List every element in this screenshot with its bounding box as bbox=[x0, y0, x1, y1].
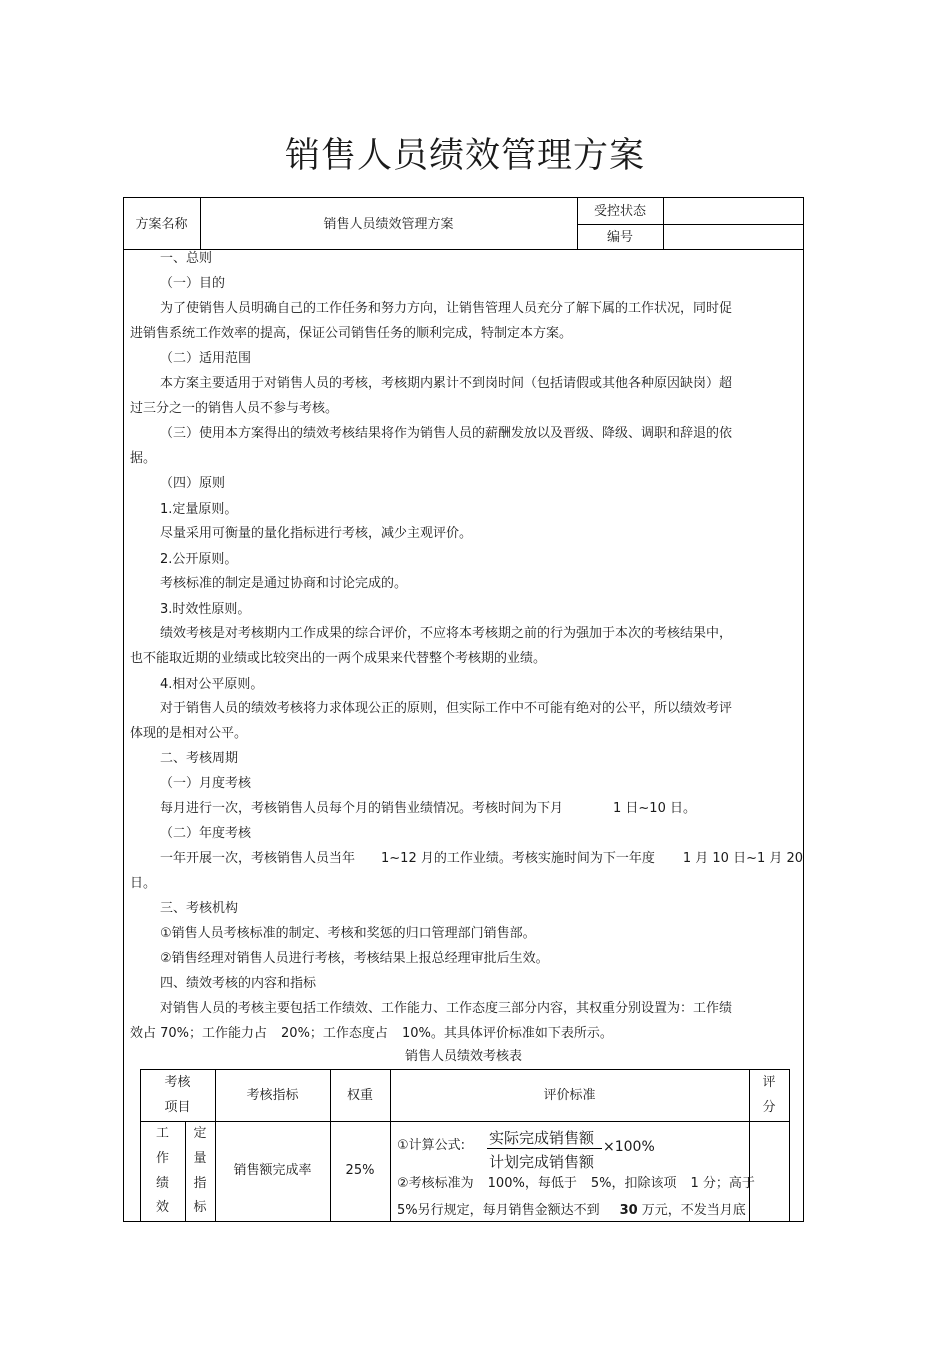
control-status-label: 受控状态 bbox=[593, 204, 646, 219]
principle-heading: 2.公开原则。 bbox=[160, 552, 238, 567]
fraction-bar bbox=[487, 1148, 602, 1149]
criteria-line: ②考核标准为 100%，每低于 5%，扣除该项 1 分；高于 bbox=[397, 1176, 755, 1191]
col-header-criteria: 评价标准 bbox=[543, 1088, 596, 1103]
paragraph-line: 每月进行一次，考核销售人员每个月的销售业绩情况。考核时间为下月 1 日~10 日。 bbox=[160, 801, 696, 816]
principle-heading: 4.相对公平原则。 bbox=[160, 677, 264, 692]
paragraph-line: 过三分之一的销售人员不参与考核。 bbox=[130, 401, 339, 416]
table-top-border bbox=[140, 1069, 789, 1070]
indicator-cell: 销售额完成率 bbox=[233, 1163, 312, 1178]
paragraph-line: 体现的是相对公平。 bbox=[130, 726, 248, 741]
principle-heading: 3.时效性原则。 bbox=[160, 602, 251, 617]
paragraph-line: 考核标准的制定是通过协商和讨论完成的。 bbox=[160, 576, 408, 591]
subcategory-char: 定 bbox=[193, 1126, 207, 1141]
subsection-scope: （二）适用范围 bbox=[160, 351, 252, 366]
formula-multiplier: ×100% bbox=[603, 1139, 655, 1155]
col-header-item: 项目 bbox=[164, 1100, 191, 1115]
table-col-divider bbox=[749, 1069, 750, 1222]
paragraph-line: 绩效考核是对考核期内工作成果的综合评价，不应将本考核期之前的行为强加于本次的考核结果中， bbox=[160, 626, 733, 641]
plan-name-value: 销售人员绩效管理方案 bbox=[323, 217, 454, 232]
subsection-purpose: （一）目的 bbox=[160, 276, 226, 291]
section-content: 四、绩效考核的内容和指标 bbox=[160, 976, 317, 991]
section-general: 一、总则 bbox=[160, 251, 213, 266]
col-header-score: 评 bbox=[762, 1075, 776, 1090]
table-right-border bbox=[789, 1069, 790, 1222]
paragraph-line: ②销售经理对销售人员进行考核，考核结果上报总经理审批后生效。 bbox=[160, 951, 549, 966]
col-header-item: 考核 bbox=[164, 1075, 191, 1090]
paragraph-line: 日。 bbox=[130, 876, 157, 891]
paragraph-line: 进销售系统工作效率的提高，保证公司销售任务的顺利完成，特制定本方案。 bbox=[130, 326, 573, 341]
header-row-divider bbox=[577, 224, 804, 225]
col-header-score: 分 bbox=[762, 1100, 776, 1115]
criteria-line: 5%另行规定，每月销售金额达不到 30 万元，不发当月底 bbox=[397, 1203, 746, 1218]
header-col-divider-3 bbox=[663, 197, 664, 249]
paragraph-line: 效占 70%；工作能力占 20%；工作态度占 10%。其具体评价标准如下表所示。 bbox=[130, 1026, 613, 1041]
page-title: 销售人员绩效管理方案 bbox=[284, 136, 645, 176]
weight-cell: 25% bbox=[345, 1163, 375, 1178]
section-organization: 三、考核机构 bbox=[160, 901, 239, 916]
plan-name-label: 方案名称 bbox=[135, 217, 188, 232]
paragraph-line: 为了使销售人员明确自己的工作任务和努力方向，让销售管理人员充分了解下属的工作状况，同时促 bbox=[160, 301, 733, 316]
category-char: 作 bbox=[155, 1151, 169, 1166]
number-label: 编号 bbox=[606, 230, 633, 245]
section-cycle: 二、考核周期 bbox=[160, 751, 239, 766]
subcategory-char: 量 bbox=[193, 1151, 207, 1166]
paragraph-line: 本方案主要适用于对销售人员的考核，考核期内累计不到岗时间（包括请假或其他各种原因缺岗）超 bbox=[160, 376, 733, 391]
principle-heading: 1.定量原则。 bbox=[160, 502, 238, 517]
paragraph-line: 也不能取近期的业绩或比较突出的一两个成果来代替整个考核期的业绩。 bbox=[130, 651, 547, 666]
paragraph-line: ①销售人员考核标准的制定、考核和奖惩的归口管理部门销售部。 bbox=[160, 926, 536, 941]
category-char: 绩 bbox=[155, 1176, 169, 1191]
col-header-indicator: 考核指标 bbox=[246, 1088, 299, 1103]
category-char: 工 bbox=[155, 1126, 169, 1141]
paragraph-line: 一年开展一次，考核销售人员当年 1~12 月的工作业绩。考核实施时间为下一年度 1 月 10 日~1 月 20 bbox=[160, 851, 804, 866]
paragraph-line: 对销售人员的考核主要包括工作绩效、工作能力、工作态度三部分内容，其权重分别设置为：工作绩 bbox=[160, 1001, 733, 1016]
paragraph-line: （三）使用本方案得出的绩效考核结果将作为销售人员的薪酬发放以及晋级、降级、调职和辞退的依 bbox=[160, 426, 733, 441]
paragraph-line: 尽量采用可衡量的量化指标进行考核，减少主观评价。 bbox=[160, 526, 473, 541]
subsection-monthly: （一）月度考核 bbox=[160, 776, 252, 791]
formula-label: ①计算公式: bbox=[397, 1138, 466, 1153]
paragraph-line: 对于销售人员的绩效考核将力求体现公正的原则，但实际工作中不可能有绝对的公平，所以绩效考评 bbox=[160, 701, 733, 716]
table-caption: 销售人员绩效考核表 bbox=[404, 1049, 522, 1064]
subcategory-char: 指 bbox=[193, 1176, 207, 1191]
formula-denominator: 计划完成销售额 bbox=[489, 1153, 595, 1171]
category-char: 效 bbox=[155, 1200, 169, 1215]
paragraph-line: 据。 bbox=[130, 451, 157, 466]
subcategory-char: 标 bbox=[193, 1200, 207, 1215]
table-header-divider bbox=[140, 1121, 789, 1122]
header-divider bbox=[123, 249, 804, 250]
col-header-weight: 权重 bbox=[346, 1088, 373, 1103]
formula-numerator: 实际完成销售额 bbox=[489, 1129, 595, 1147]
subsection-annual: （二）年度考核 bbox=[160, 826, 252, 841]
subsection-principles: （四）原则 bbox=[160, 476, 226, 491]
